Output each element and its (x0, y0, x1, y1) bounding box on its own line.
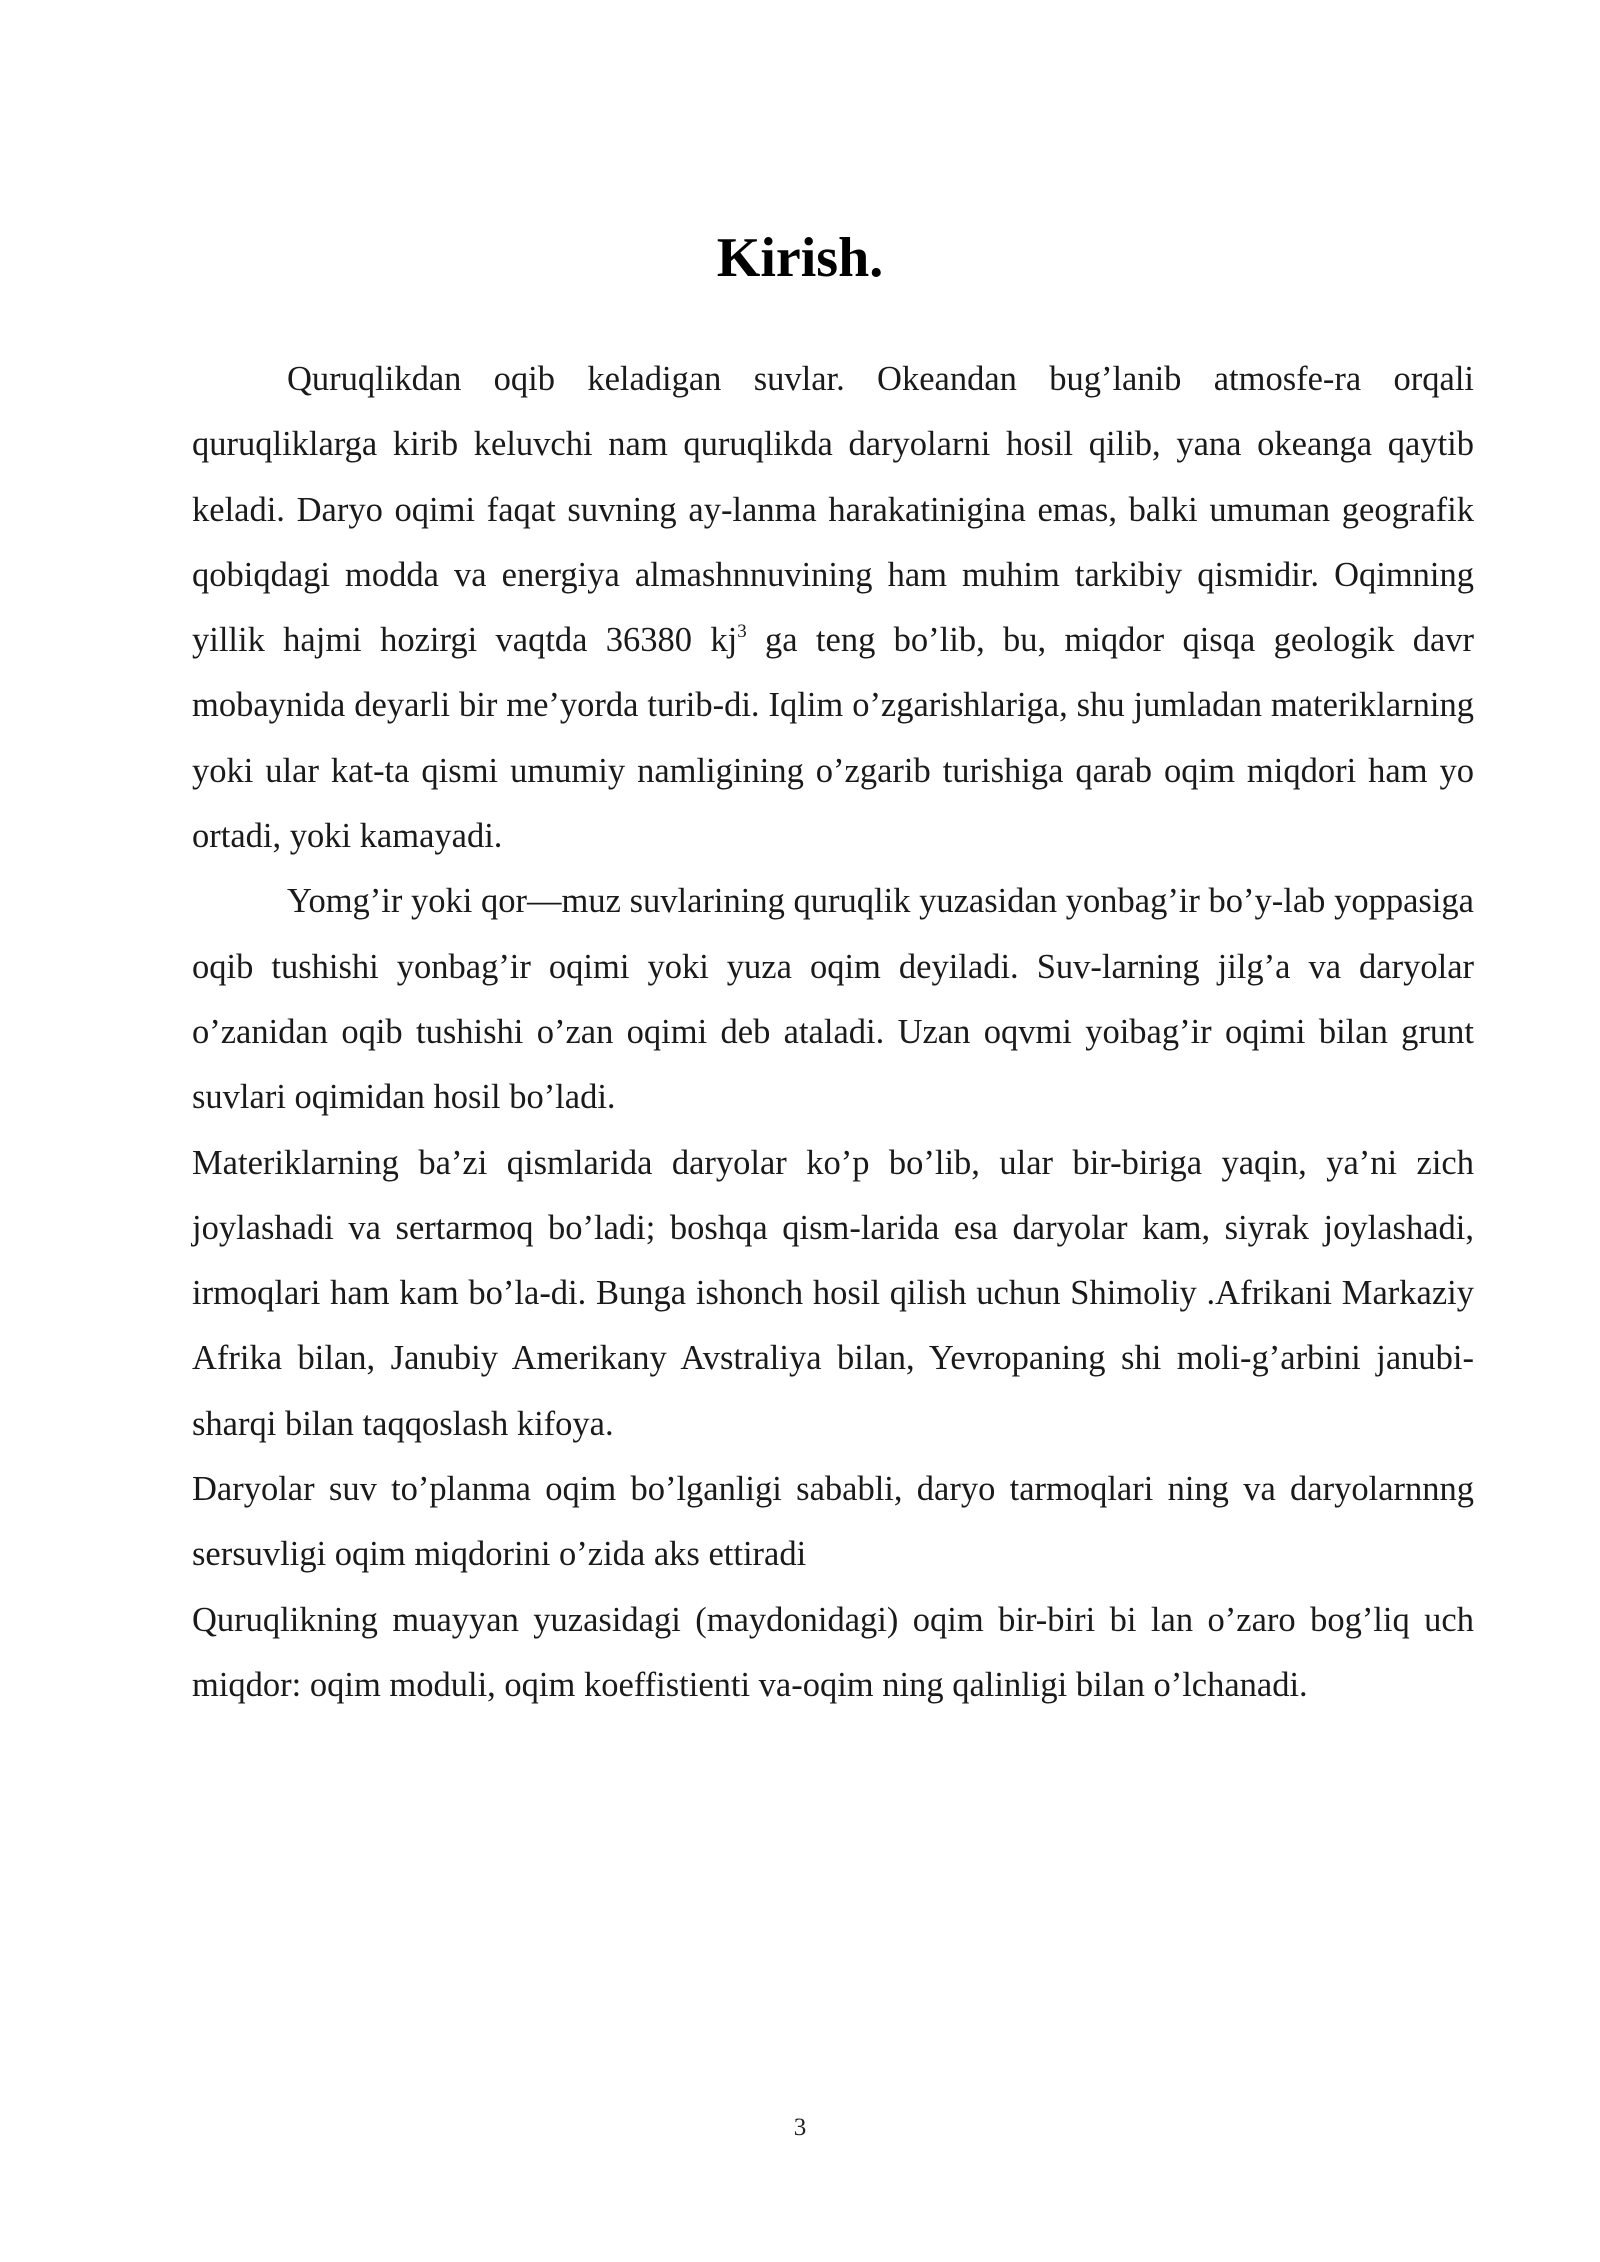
page-number: 3 (793, 2114, 807, 2141)
paragraph-river-density: Materiklarning ba’zi qismlarida daryolar ko’p bo’lib, ular bir-biriga yaqin, ya’ni zich joylashadi va sertarmoq bo’ladi; boshqa qism-larida esa daryolar kam, siyrak joylashadi, irmoqlari ham kam bo’la-di. Bunga ishonch hosil qilish uchun Shimoliy .Afrikani Markaziy Afrika bilan, Janubiy Amerikany Avstraliya bilan, Yevropaning shi moli-g’arbini janubi-sharqi bilan taqqoslash kifoya. (192, 1143, 1474, 1443)
page-title: Kirish. (716, 227, 884, 289)
paragraph-text: Quruqlikdan oqib keladigan suvlar. Okeandan bug’lanib atmosfe-ra orqali quruqliklarga kirib keluvchi nam quruqlikda daryolarni hosil qilib, yana okeanga qaytib keladi. Daryo oqimi faqat suvning ay-lanma harakatinigina emas, balki umuman geografik qobiqdagi modda va energiya almashnnuvining ham muhim tarkibiy qismidir. Oqimning yillik hajmi hozirgi vaqtda 36380 kj (192, 360, 1474, 660)
paragraph-runoff-measures: Quruqlikning muayyan yuzasidagi (maydonidagi) oqim bir-biri bi lan o’zaro bog’liq uch miqdor: oqim moduli, oqim koeffistienti va-oqim ning qalinligi bilan o’lchanadi. (192, 1600, 1474, 1704)
paragraph-text-continued: ga teng bo’lib, bu, miqdor qisqa geologik davr mobaynida deyarli bir me’yorda turib-di. Iqlim o’zgarishlariga, shu jumladan materiklarning yoki ular kat-ta qismi umumiy namligining o’zgarib turishiga qarab oqim miqdori ham yo ortadi, yoki kamayadi. (192, 621, 1474, 856)
paragraph-surface-runoff: Yomg’ir yoki qor—muz suvlarining quruqlik yuzasidan yonbag’ir bo’y-lab yoppasiga oqib tushishi yonbag’ir oqimi yoki yuza oqim deyiladi. Suv-larning jilg’a va daryolar o’zanidan oqib tushishi o’zan oqimi deb ataladi. Uzan oqvmi yoibag’ir oqimi bilan grunt suvlari oqimidan hosil bo’ladi. (192, 882, 1474, 1117)
paragraph-river-network: Daryolar suv to’planma oqim bo’lganligi sababli, daryo tarmoqlari ning va daryolarnnng sersuvligi oqim miqdorini o’zida aks ettiradi (192, 1470, 1474, 1574)
document-body (192, 347, 1474, 1718)
paragraph-runoff-intro (192, 347, 1474, 869)
superscript-exponent: 3 (737, 620, 747, 642)
